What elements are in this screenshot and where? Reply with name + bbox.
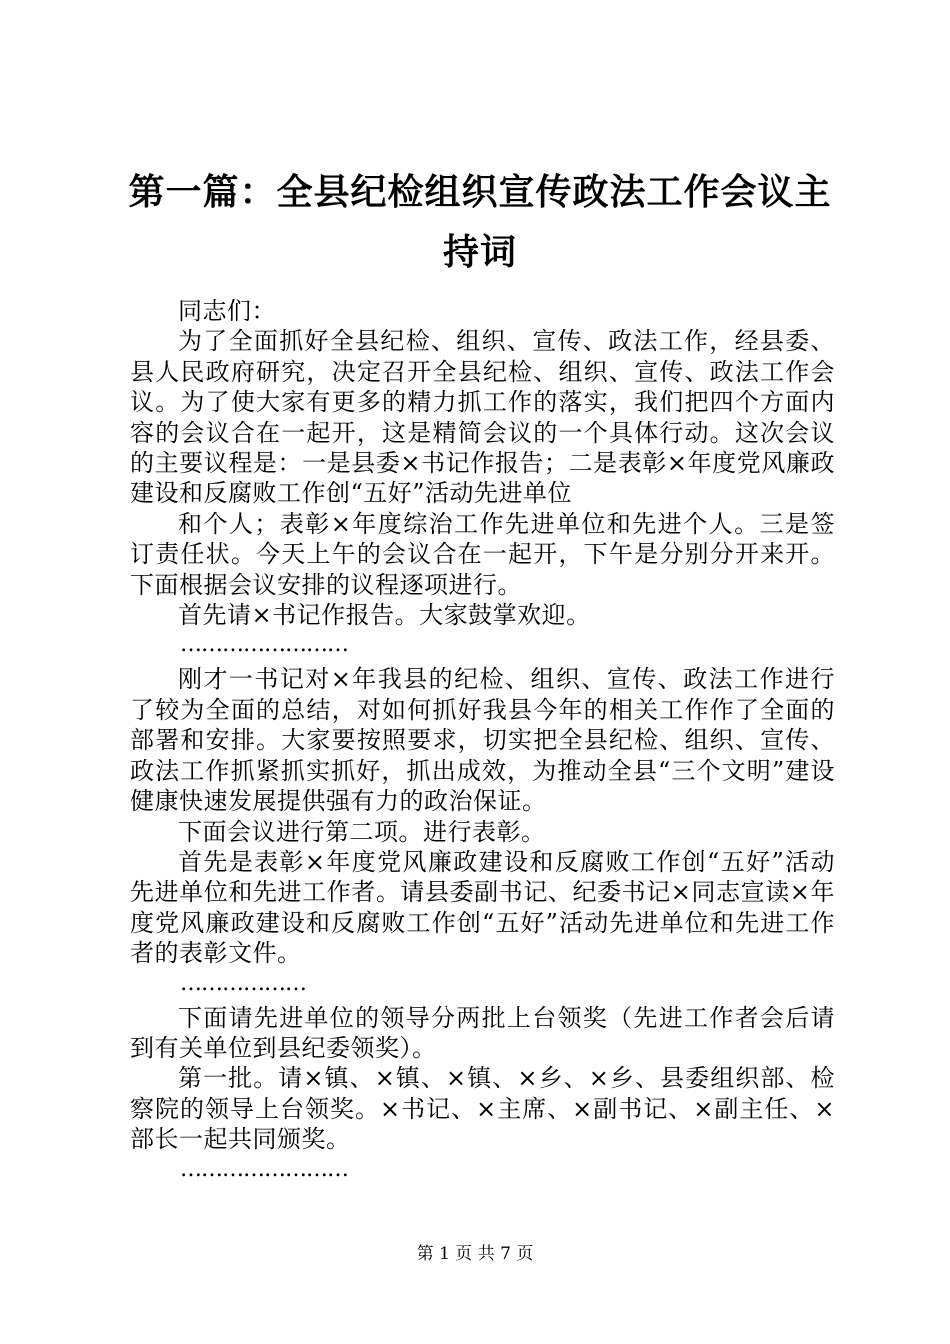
ellipsis-separator: ……………………: [180, 632, 348, 658]
paragraph-first-batch: 第一批。请×镇、×镇、×镇、×乡、×乡、县委组织部、检察院的领导上台领奖。×书记、×主席、×副书记、×副主任、×部长一起共同颁奖。: [130, 1064, 835, 1154]
paragraph-commendation: 首先是表彰×年度党风廉政建设和反腐败工作创“五好”活动先进单位和先进工作者。请县委副书记、纪委书记×同志宣读×年度党风廉政建设和反腐败工作创“五好”活动先进单位和先进工作者的表彰文件。: [130, 847, 835, 968]
paragraph-agenda: 为了全面抓好全县纪检、组织、宣传、政法工作，经县委、县人民政府研究，决定召开全县纪检、组织、宣传、政法工作会议。为了使大家有更多的精力抓工作的落实，我们把四个方面内容的会议合在一起开，这是精简会议的一个具体行动。这次会议的主要议程是：一是县委×书记作报告；二是表彰×年度党风廉政建设和反腐败工作创“五好”活动先进单位: [130, 327, 835, 508]
document-body: [130, 296, 835, 1185]
paragraph-agenda-continued: 和个人；表彰×年度综治工作先进单位和先进个人。三是签订责任状。今天上午的会议合在一起开，下午是分别分开来开。下面根据会议安排的议程逐项进行。: [130, 509, 835, 599]
document-title: 第一篇：全县纪检组织宣传政法工作会议主持词: [128, 171, 832, 273]
paragraph-report-invite: 首先请×书记作报告。大家鼓掌欢迎。: [178, 601, 591, 630]
salutation: 同志们：: [178, 297, 276, 325]
paragraph-second-item: 下面会议进行第二项。进行表彰。: [178, 817, 546, 846]
page-footer: 第 1 页 共 7 页: [416, 1244, 534, 1264]
ellipsis-separator: ……………………: [180, 1156, 348, 1182]
paragraph-award-batches: 下面请先进单位的领导分两批上台领奖（先进工作者会后请到有关单位到县纪委领奖）。: [130, 1003, 835, 1062]
ellipsis-separator: ………………: [180, 970, 306, 996]
paragraph-summary: 刚才一书记对×年我县的纪检、组织、宣传、政法工作进行了较为全面的总结，对如何抓好我县今年的相关工作作了全面的部署和安排。大家要按照要求，切实把全县纪检、组织、宣传、政法工作抓紧抓实抓好，抓出成效，为推动全县“三个文明”建设健康快速发展提供强有力的政治保证。: [130, 665, 835, 816]
